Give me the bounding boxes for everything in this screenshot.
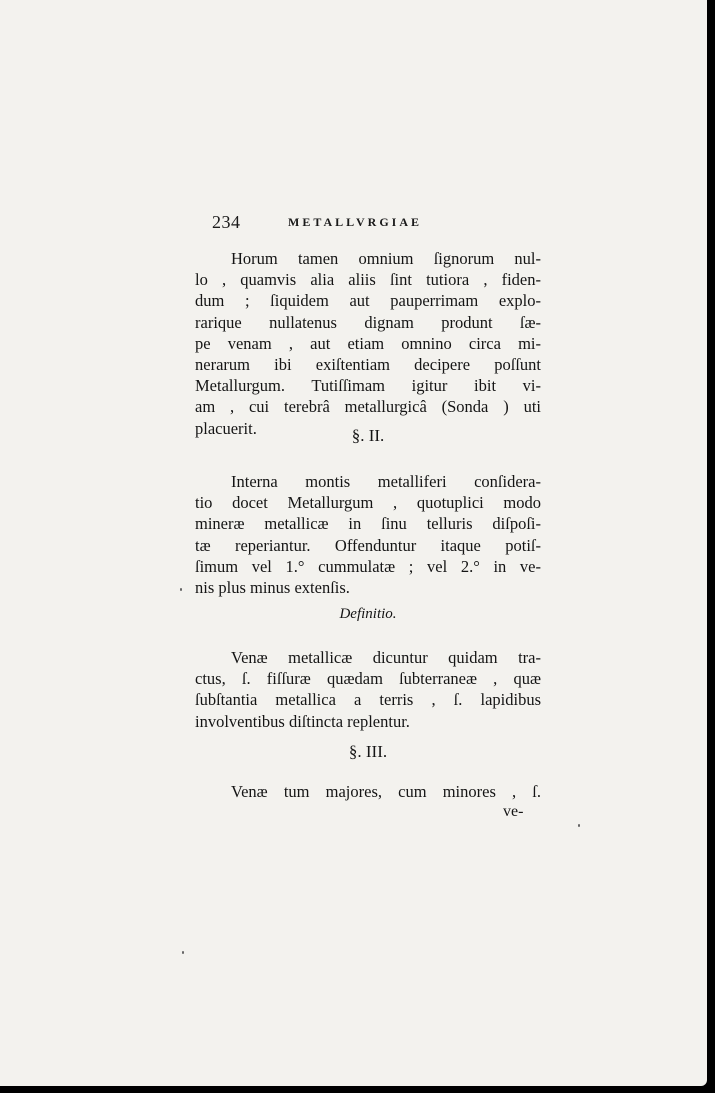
page-header: [212, 212, 542, 236]
page-number: 234: [212, 212, 241, 232]
running-head: METALLVRGIAE: [288, 215, 423, 229]
definitio-heading: Definitio.: [339, 606, 397, 622]
text-line: placuerit.: [195, 418, 257, 438]
text-line: nis plus minus extenſis.: [195, 577, 350, 597]
paragraph-4: [195, 781, 541, 802]
text-line: mineræ metallicæ in ſinu telluris diſpoſi-: [195, 514, 541, 534]
text-line: Venæ tum majores, cum minores , ſ.: [231, 782, 541, 801]
text-line: Venæ metallicæ dicuntur quidam tra-: [231, 648, 541, 667]
text-line: involventibus diſtincta replentur.: [195, 711, 410, 731]
paragraph-3: [195, 647, 541, 732]
paper-speck: [180, 588, 182, 591]
catchword: ve-: [503, 803, 524, 820]
text-line: pe venam , aut etiam omnino circa mi-: [195, 333, 541, 353]
text-line: dum ; ſiquidem aut pauperrimam explo-: [195, 291, 541, 311]
text-line: tæ reperiantur. Offenduntur itaque potiſ-: [195, 535, 541, 555]
paper-speck: [182, 951, 184, 954]
section-heading-3: §. III.: [348, 742, 388, 761]
text-line: am , cui terebrâ metallurgicâ (Sonda ) uti: [195, 397, 541, 417]
text-line: ſimum vel 1.° cummulatæ ; vel 2.° in ve-: [195, 556, 541, 576]
paper-speck: [578, 824, 580, 827]
section-heading-2: §. II.: [351, 426, 385, 445]
text-line: Interna montis metalliferi conſidera-: [231, 472, 541, 491]
paragraph-2: [195, 471, 541, 598]
text-line: Metallurgum. Tutiſſimam igitur ibit vi-: [195, 376, 541, 396]
text-line: Horum tamen omnium ſignorum nul-: [231, 249, 541, 268]
text-line: ſubſtantia metallica a terris , ſ. lapidibus: [195, 690, 541, 710]
paragraph-1: [195, 248, 541, 439]
text-line: lo , quamvis alia aliis ſint tutiora , fiden-: [195, 270, 541, 290]
text-line: ctus, ſ. fiſſuræ quædam ſubterraneæ , quæ: [195, 669, 541, 689]
text-line: tio docet Metallurgum , quotuplici modo: [195, 493, 541, 513]
text-line: rarique nullatenus dignam produnt ſæ-: [195, 312, 541, 332]
text-line: nerarum ibi exiſtentiam decipere poſſunt: [195, 354, 541, 374]
